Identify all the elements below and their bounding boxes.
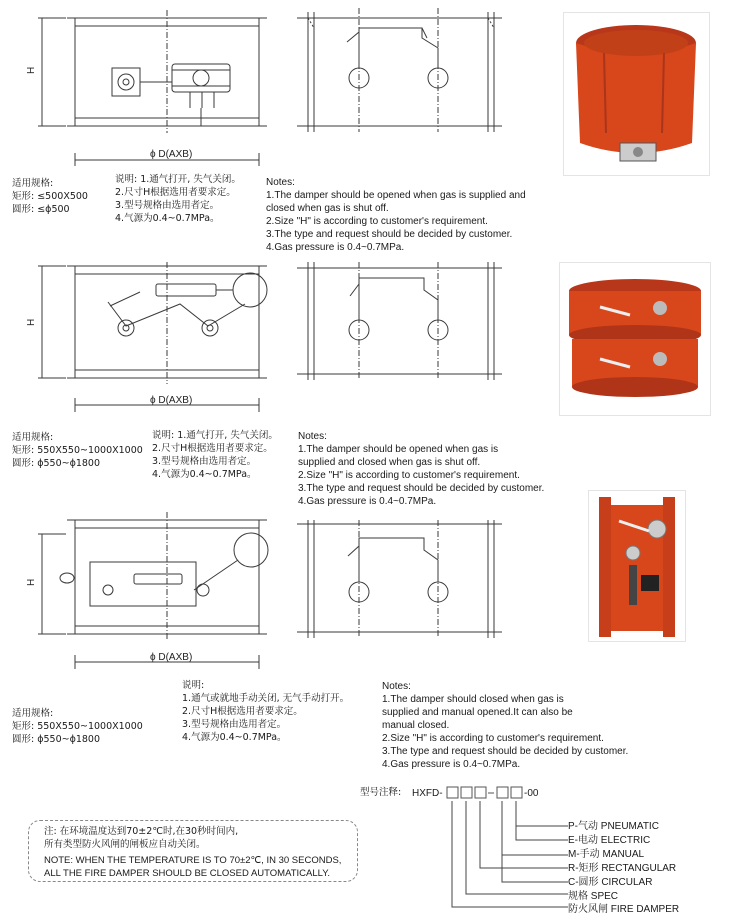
spec-title-2: 适用规格: <box>12 432 54 443</box>
cn-note-3-1: 1.通气或就地手动关闭, 无气手动打开。 <box>182 693 350 704</box>
svg-text:H: H <box>26 318 37 326</box>
model-legend-3: R-矩形 RECTANGULAR <box>568 863 677 874</box>
spec-title-3: 适用规格: <box>12 708 54 719</box>
cn-note-3-3: 3.型号规格由选用者定。 <box>182 719 287 730</box>
model-legend-1: E-电动 ELECTRIC <box>568 835 651 846</box>
en-note-3-5: 3.The type and request should be decided by customer. <box>382 746 629 757</box>
en-note-1-4: 3.The type and request should be decided by customer. <box>266 229 513 240</box>
spec-round-2: 圆形: ϕ550~ϕ1800 <box>12 458 101 469</box>
spec-title-1: 适用规格: <box>12 178 54 189</box>
front-view-drawing-3 <box>26 512 280 672</box>
model-legend-2: M-手动 MANUAL <box>568 849 645 860</box>
cn-note-1-1: 2.尺寸H根据选用者要求定。 <box>115 187 236 198</box>
cn-note-2-0: 说明: 1.通气打开, 失气关闭。 <box>152 430 278 441</box>
cn-note-1-3: 4.气源为0.4~0.7MPa。 <box>115 213 220 224</box>
side-view-drawing-2 <box>292 262 512 382</box>
model-legend-5: 规格 SPEC <box>568 891 619 902</box>
en-note-1-3: 2.Size "H" is according to customer's requirement. <box>266 216 488 227</box>
en-note-1-0: Notes: <box>266 177 295 188</box>
en-note-3-2: supplied and manual opened.It can also be <box>382 707 573 718</box>
en-note-3-4: 2.Size "H" is according to customer's requirement. <box>382 733 604 744</box>
cn-note-3-2: 2.尺寸H根据选用者要求定。 <box>182 706 303 717</box>
footer-note-cn1: 注: 在环境温度达到70±2℃时,在30秒时间内, <box>44 826 239 837</box>
spec-round-3: 圆形: ϕ550~ϕ1800 <box>12 734 101 745</box>
product-photo-manual-damper <box>588 490 686 642</box>
spec-rect-1: 矩形: ≤500X500 <box>12 191 88 202</box>
en-note-2-4: 3.The type and request should be decided by customer. <box>298 483 545 494</box>
cn-note-3-4: 4.气源为0.4~0.7MPa。 <box>182 732 287 743</box>
cn-note-1-0: 说明: 1.通气打开, 失气关闭。 <box>115 174 241 185</box>
en-note-3-0: Notes: <box>382 681 411 692</box>
en-note-3-1: 1.The damper should closed when gas is <box>382 694 564 705</box>
model-code-suffix: -00 <box>524 788 539 799</box>
en-note-2-3: 2.Size "H" is according to customer's requirement. <box>298 470 520 481</box>
svg-text:ϕ D(AXB): ϕ D(AXB) <box>150 149 193 160</box>
product-photo-double-damper <box>559 262 711 416</box>
en-note-2-2: supplied and closed when gas is shut off. <box>298 457 481 468</box>
cn-note-2-3: 4.气源为0.4~0.7MPa。 <box>152 469 257 480</box>
front-view-drawing-1 <box>26 8 280 176</box>
spec-round-1: 圆形: ≤ϕ500 <box>12 204 70 215</box>
cn-note-2-1: 2.尺寸H根据选用者要求定。 <box>152 443 273 454</box>
en-note-1-1: 1.The damper should be opened when gas is supplied and <box>266 190 526 201</box>
cn-note-1-2: 3.型号规格由选用者定。 <box>115 200 220 211</box>
model-code-prefix: HXFD- <box>412 788 443 799</box>
model-legend-0: P-气动 PNEUMATIC <box>568 821 659 832</box>
cn-note-3-0: 说明: <box>182 680 205 691</box>
model-legend-4: C-圆形 CIRCULAR <box>568 877 653 888</box>
svg-text:H: H <box>26 66 37 74</box>
svg-text:ϕ D(AXB): ϕ D(AXB) <box>150 395 193 406</box>
front-view-drawing-2 <box>26 262 280 427</box>
footer-note-cn2: 所有类型防火风闸的闸板应自动关闭。 <box>44 839 206 850</box>
en-note-2-5: 4.Gas pressure is 0.4~0.7MPa. <box>298 496 437 507</box>
side-view-drawing-1 <box>292 8 512 176</box>
en-note-2-0: Notes: <box>298 431 327 442</box>
svg-text:ϕ D(AXB): ϕ D(AXB) <box>150 652 193 663</box>
en-note-1-2: closed when gas is shut off. <box>266 203 389 214</box>
en-note-2-1: 1.The damper should be opened when gas is <box>298 444 499 455</box>
model-legend-6: 防火风闸 FIRE DAMPER <box>568 904 680 915</box>
en-note-3-6: 4.Gas pressure is 0.4~0.7MPa. <box>382 759 521 770</box>
footer-note-en2: ALL THE FIRE DAMPER SHOULD BE CLOSED AUTOMATICALLY. <box>44 868 330 879</box>
cn-note-2-2: 3.型号规格由选用者定。 <box>152 456 257 467</box>
side-view-drawing-3 <box>292 520 512 638</box>
spec-rect-2: 矩形: 550X550~1000X1000 <box>12 445 143 456</box>
model-label: 型号注释: <box>360 787 402 798</box>
svg-text:H: H <box>26 578 37 586</box>
en-note-3-3: manual closed. <box>382 720 450 731</box>
footer-note-en1: NOTE: WHEN THE TEMPERATURE IS TO 70±2℃, IN 30 SECONDS, <box>44 855 342 866</box>
model-code-leader-lines <box>430 798 570 916</box>
en-note-1-5: 4.Gas pressure is 0.4~0.7MPa. <box>266 242 405 253</box>
spec-rect-3: 矩形: 550X550~1000X1000 <box>12 721 143 732</box>
product-photo-round-damper <box>563 12 710 176</box>
